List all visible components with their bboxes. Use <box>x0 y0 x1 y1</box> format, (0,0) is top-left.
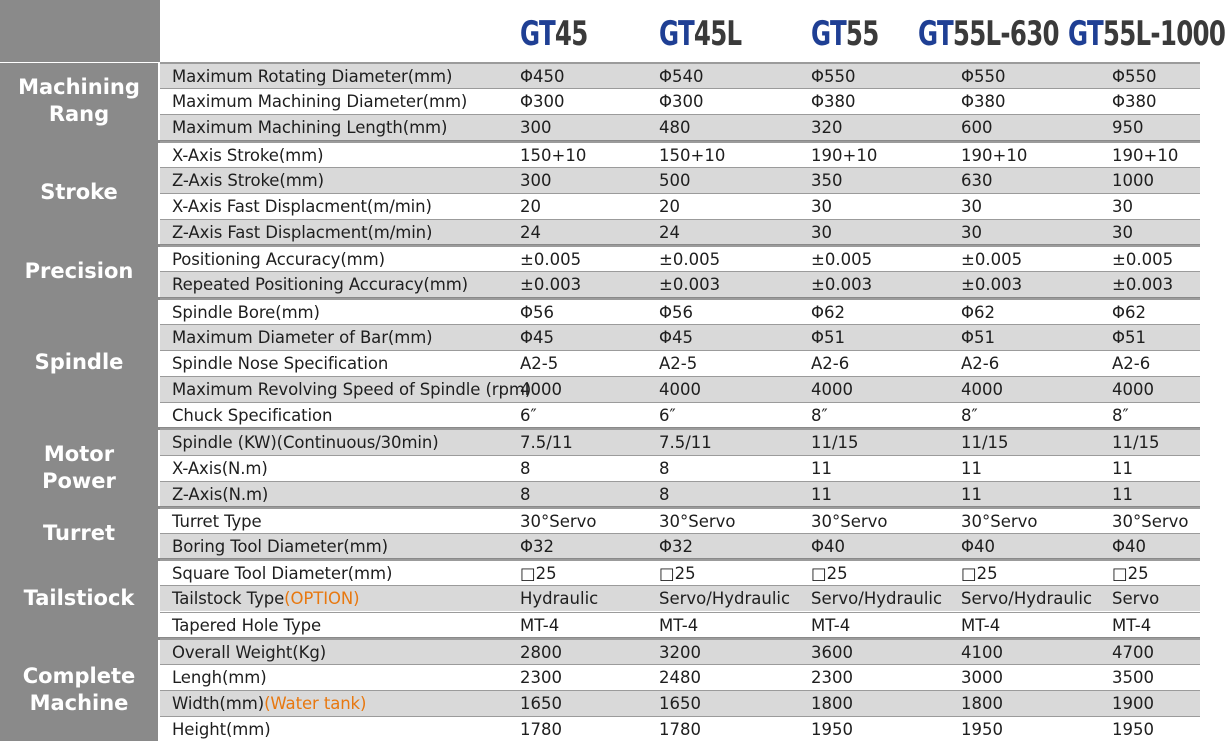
spec-value: 1650 <box>520 694 562 714</box>
spec-value: ±0.005 <box>961 250 1023 270</box>
spec-value: 30°Servo <box>520 511 597 531</box>
spec-value: 20 <box>659 196 680 216</box>
spec-row <box>160 114 1200 140</box>
spec-value: 11 <box>961 458 982 478</box>
spec-label-text: Maximum Rotating Diameter(mm) <box>172 67 453 86</box>
spec-row <box>160 638 1200 665</box>
spec-label-text: Z-Axis(N.m) <box>172 484 269 504</box>
spec-value: Φ380 <box>961 92 1006 112</box>
spec-row <box>160 219 1200 245</box>
spec-value: 30 <box>1112 223 1133 243</box>
model-title: GT55 <box>811 14 879 54</box>
spec-label-text: Turret Type <box>172 511 262 531</box>
spec-value: □25 <box>811 564 848 584</box>
spec-value: 30 <box>961 223 982 243</box>
spec-value: Φ45 <box>520 327 554 347</box>
spec-value: 20 <box>520 196 541 216</box>
spec-label <box>172 613 321 639</box>
spec-value: Servo/Hydraulic <box>659 589 791 609</box>
spec-value: Φ40 <box>811 537 845 557</box>
spec-value: 600 <box>961 118 993 138</box>
spec-value: A2-5 <box>520 353 559 373</box>
spec-row <box>160 533 1200 559</box>
spec-label-text: Tailstock Type <box>172 589 285 609</box>
spec-value: Φ550 <box>961 67 1006 86</box>
spec-value: 8 <box>659 458 670 478</box>
spec-value: ±0.003 <box>520 275 582 295</box>
spec-value: 2800 <box>520 642 562 662</box>
spec-value: □25 <box>520 564 557 584</box>
spec-value: 3500 <box>1112 667 1154 687</box>
spec-value: ±0.003 <box>659 275 721 295</box>
spec-value: 1950 <box>1112 720 1154 740</box>
spec-value: 190+10 <box>1112 145 1179 165</box>
spec-value: 30°Servo <box>961 511 1038 531</box>
spec-label <box>172 640 326 666</box>
spec-label-text: Chuck Specification <box>172 406 333 426</box>
spec-value: □25 <box>659 564 696 584</box>
spec-value: 30°Servo <box>659 511 736 531</box>
spec-label-text: Repeated Positioning Accuracy(mm) <box>172 275 469 295</box>
spec-value: 8″ <box>961 406 978 426</box>
spec-value: 1800 <box>811 694 853 714</box>
spec-row <box>160 455 1200 481</box>
model-title: GT45 <box>520 14 588 54</box>
spec-row <box>160 298 1200 325</box>
spec-label-text: X-Axis Stroke(mm) <box>172 145 324 165</box>
spec-value: 24 <box>520 223 541 243</box>
spec-value: 24 <box>659 223 680 243</box>
spec-label <box>172 403 332 429</box>
spec-row <box>160 585 1200 611</box>
spec-value: 3200 <box>659 642 701 662</box>
group-label <box>0 639 158 742</box>
spec-value: Φ380 <box>1112 92 1157 112</box>
spec-label-text: Width(mm) <box>172 694 265 714</box>
group-label <box>0 508 158 558</box>
spec-row <box>160 245 1200 272</box>
spec-label <box>172 691 366 717</box>
spec-value: 2480 <box>659 667 701 687</box>
spec-row <box>160 559 1200 586</box>
spec-value: MT-4 <box>961 615 1001 635</box>
spec-row <box>160 62 1200 89</box>
spec-value: 4000 <box>659 380 701 400</box>
group-label <box>0 560 158 637</box>
spec-label <box>172 220 432 246</box>
spec-row <box>160 507 1200 534</box>
spec-value: MT-4 <box>520 615 560 635</box>
spec-row <box>160 88 1200 114</box>
spec-label <box>172 717 271 743</box>
spec-label-text: Positioning Accuracy(mm) <box>172 250 385 270</box>
spec-value: 8″ <box>811 406 828 426</box>
group-label <box>0 299 158 428</box>
spec-value: 3000 <box>961 667 1003 687</box>
spec-value: Φ62 <box>961 302 995 322</box>
spec-value: 1780 <box>659 720 701 740</box>
group-label-text: Precision <box>24 258 134 283</box>
spec-row <box>160 716 1200 742</box>
spec-label <box>172 586 359 612</box>
spec-label <box>172 272 468 298</box>
spec-value: A2-6 <box>811 353 850 373</box>
spec-value: Φ380 <box>811 92 856 112</box>
spec-label-text: Height(mm) <box>172 720 271 740</box>
spec-value: ±0.003 <box>1112 275 1174 295</box>
spec-value: Φ550 <box>1112 67 1157 86</box>
model-title: GT55L-1000 <box>1068 14 1225 54</box>
spec-value: 630 <box>961 170 993 190</box>
spec-row <box>160 324 1200 350</box>
spec-label <box>172 115 447 141</box>
spec-value: ±0.005 <box>659 250 721 270</box>
spec-value: Φ32 <box>659 537 693 557</box>
spec-value: Φ56 <box>659 302 693 322</box>
group-label-text: Stroke <box>40 180 118 205</box>
spec-row <box>160 402 1200 428</box>
group-label <box>0 246 158 296</box>
spec-value: □25 <box>961 564 998 584</box>
spec-value: 300 <box>520 170 552 190</box>
spec-value: 11 <box>961 484 982 504</box>
group-label <box>0 142 158 245</box>
spec-row <box>160 376 1200 402</box>
spec-row <box>160 193 1200 219</box>
spec-value: 4000 <box>1112 380 1154 400</box>
spec-value: 11 <box>811 458 832 478</box>
spec-note: (OPTION) <box>284 589 360 609</box>
spec-value: 1650 <box>659 694 701 714</box>
spec-value: ±0.003 <box>811 275 873 295</box>
spec-row <box>160 141 1200 168</box>
spec-value: Φ32 <box>520 537 554 557</box>
spec-label-text: Maximum Diameter of Bar(mm) <box>172 327 433 347</box>
spec-value: Φ62 <box>811 302 845 322</box>
spec-value: Φ300 <box>520 92 565 112</box>
spec-value: 6″ <box>520 406 537 426</box>
spec-value: 320 <box>811 118 843 138</box>
spec-value: A2-6 <box>961 353 1000 373</box>
spec-label <box>172 377 531 403</box>
spec-label <box>172 561 392 587</box>
spec-value: Hydraulic <box>520 589 599 609</box>
spec-value: 11/15 <box>961 433 1009 453</box>
spec-label <box>172 430 439 456</box>
spec-label <box>172 300 320 326</box>
spec-value: ±0.005 <box>1112 250 1174 270</box>
spec-label <box>172 482 268 508</box>
spec-value: 2300 <box>520 667 562 687</box>
spec-value: 30°Servo <box>811 511 888 531</box>
spec-row <box>160 690 1200 716</box>
spec-value: Servo/Hydraulic <box>811 589 943 609</box>
spec-value: ±0.005 <box>520 250 582 270</box>
spec-value: Φ62 <box>1112 302 1146 322</box>
spec-value: A2-6 <box>1112 353 1151 373</box>
spec-row <box>160 428 1200 455</box>
spec-value: 300 <box>520 118 552 138</box>
spec-value: 3600 <box>811 642 853 662</box>
spec-label-text: Z-Axis Stroke(mm) <box>172 170 324 190</box>
spec-value: 30 <box>811 223 832 243</box>
spec-value: 30 <box>1112 196 1133 216</box>
spec-value: □25 <box>1112 564 1149 584</box>
spec-label <box>172 456 268 482</box>
spec-value: Φ550 <box>811 67 856 86</box>
spec-value: MT-4 <box>811 615 851 635</box>
spec-label <box>172 665 267 691</box>
spec-value: Φ51 <box>961 327 995 347</box>
group-label-text: Motor Power <box>42 441 116 493</box>
spec-value: Φ540 <box>659 67 704 86</box>
spec-value: 1950 <box>961 720 1003 740</box>
spec-note: (Water tank) <box>264 694 367 714</box>
spec-label-text: X-Axis Fast Displacment(m/min) <box>172 196 432 216</box>
model-title: GT45L <box>659 14 742 54</box>
spec-value: 190+10 <box>811 145 878 165</box>
spec-value: 150+10 <box>520 145 587 165</box>
spec-value: 11/15 <box>811 433 859 453</box>
spec-value: Servo/Hydraulic <box>961 589 1093 609</box>
spec-value: Φ40 <box>1112 537 1146 557</box>
spec-value: 30 <box>811 196 832 216</box>
spec-value: Servo <box>1112 589 1160 609</box>
spec-value: 350 <box>811 170 843 190</box>
spec-label <box>172 168 324 194</box>
spec-row <box>160 350 1200 376</box>
spec-value: Φ40 <box>961 537 995 557</box>
spec-value: 30°Servo <box>1112 511 1189 531</box>
spec-value: 150+10 <box>659 145 726 165</box>
spec-value: 30 <box>961 196 982 216</box>
group-label-text: Spindle <box>34 350 124 375</box>
spec-value: 11 <box>1112 484 1133 504</box>
spec-value: 8 <box>659 484 670 504</box>
group-label-text: Turret <box>43 520 115 545</box>
spec-value: 8 <box>520 458 531 478</box>
spec-label-text: Spindle (KW)(Continuous/30min) <box>172 433 439 453</box>
header-corner <box>0 0 160 62</box>
spec-value: Φ56 <box>520 302 554 322</box>
spec-value: Φ300 <box>659 92 704 112</box>
spec-label-text: Boring Tool Diameter(mm) <box>172 537 388 557</box>
spec-value: 2300 <box>811 667 853 687</box>
spec-label <box>172 89 467 115</box>
spec-value: ±0.005 <box>811 250 873 270</box>
spec-value: 4000 <box>520 380 562 400</box>
spec-value: Φ51 <box>811 327 845 347</box>
group-label <box>0 429 158 506</box>
spec-value: 4000 <box>811 380 853 400</box>
spec-value: Φ450 <box>520 67 565 86</box>
spec-value: A2-5 <box>659 353 698 373</box>
spec-label-text: Maximum Machining Diameter(mm) <box>172 92 468 112</box>
group-label-text: Complete Machine <box>22 664 136 716</box>
spec-label-text: Z-Axis Fast Displacment(m/min) <box>172 223 433 243</box>
spec-label <box>172 143 323 169</box>
spec-label <box>172 351 388 377</box>
spec-row <box>160 167 1200 193</box>
spec-value: 1780 <box>520 720 562 740</box>
spec-value: 480 <box>659 118 691 138</box>
spec-value: Φ51 <box>1112 327 1146 347</box>
spec-label-text: Tapered Hole Type <box>172 615 322 635</box>
spec-value: 11/15 <box>1112 433 1160 453</box>
spec-value: 8″ <box>1112 406 1129 426</box>
model-header <box>160 0 1225 62</box>
spec-value: 7.5/11 <box>659 433 712 453</box>
spec-value: 4700 <box>1112 642 1154 662</box>
spec-label <box>172 509 262 535</box>
spec-value: 190+10 <box>961 145 1028 165</box>
spec-label-text: Maximum Revolving Speed of Spindle (rpm) <box>172 380 532 400</box>
spec-value: 1000 <box>1112 170 1154 190</box>
spec-label-text: Maximum Machining Length(mm) <box>172 118 448 138</box>
group-label-text: Machining Rang <box>18 75 140 127</box>
spec-label-text: Lengh(mm) <box>172 667 267 687</box>
spec-value: 4100 <box>961 642 1003 662</box>
spec-value: 500 <box>659 170 691 190</box>
spec-label <box>172 194 432 220</box>
spec-value: 8 <box>520 484 531 504</box>
spec-value: 7.5/11 <box>520 433 573 453</box>
spec-row <box>160 664 1200 690</box>
spec-label <box>172 534 388 560</box>
spec-value: ±0.003 <box>961 275 1023 295</box>
spec-label <box>172 325 433 351</box>
group-label <box>0 63 158 140</box>
spec-value: MT-4 <box>1112 615 1152 635</box>
spec-value: 11 <box>811 484 832 504</box>
spec-row <box>160 271 1200 297</box>
spec-label <box>172 247 385 273</box>
spec-label-text: Overall Weight(Kg) <box>172 642 327 662</box>
spec-value: 1950 <box>811 720 853 740</box>
spec-value: 4000 <box>961 380 1003 400</box>
spec-label-text: Square Tool Diameter(mm) <box>172 564 393 584</box>
spec-value: 6″ <box>659 406 676 426</box>
spec-value: 1800 <box>961 694 1003 714</box>
spec-label <box>172 64 452 90</box>
spec-value: 950 <box>1112 118 1144 138</box>
spec-row <box>160 612 1200 638</box>
spec-label-text: Spindle Nose Specification <box>172 353 389 373</box>
model-title: GT55L-630 <box>918 14 1059 54</box>
group-label-text: Tailstiock <box>23 585 135 610</box>
spec-value: 1900 <box>1112 694 1154 714</box>
spec-value: MT-4 <box>659 615 699 635</box>
spec-label-text: Spindle Bore(mm) <box>172 302 320 322</box>
spec-value: 11 <box>1112 458 1133 478</box>
spec-row <box>160 481 1200 507</box>
spec-label-text: X-Axis(N.m) <box>172 458 268 478</box>
spec-value: Φ45 <box>659 327 693 347</box>
